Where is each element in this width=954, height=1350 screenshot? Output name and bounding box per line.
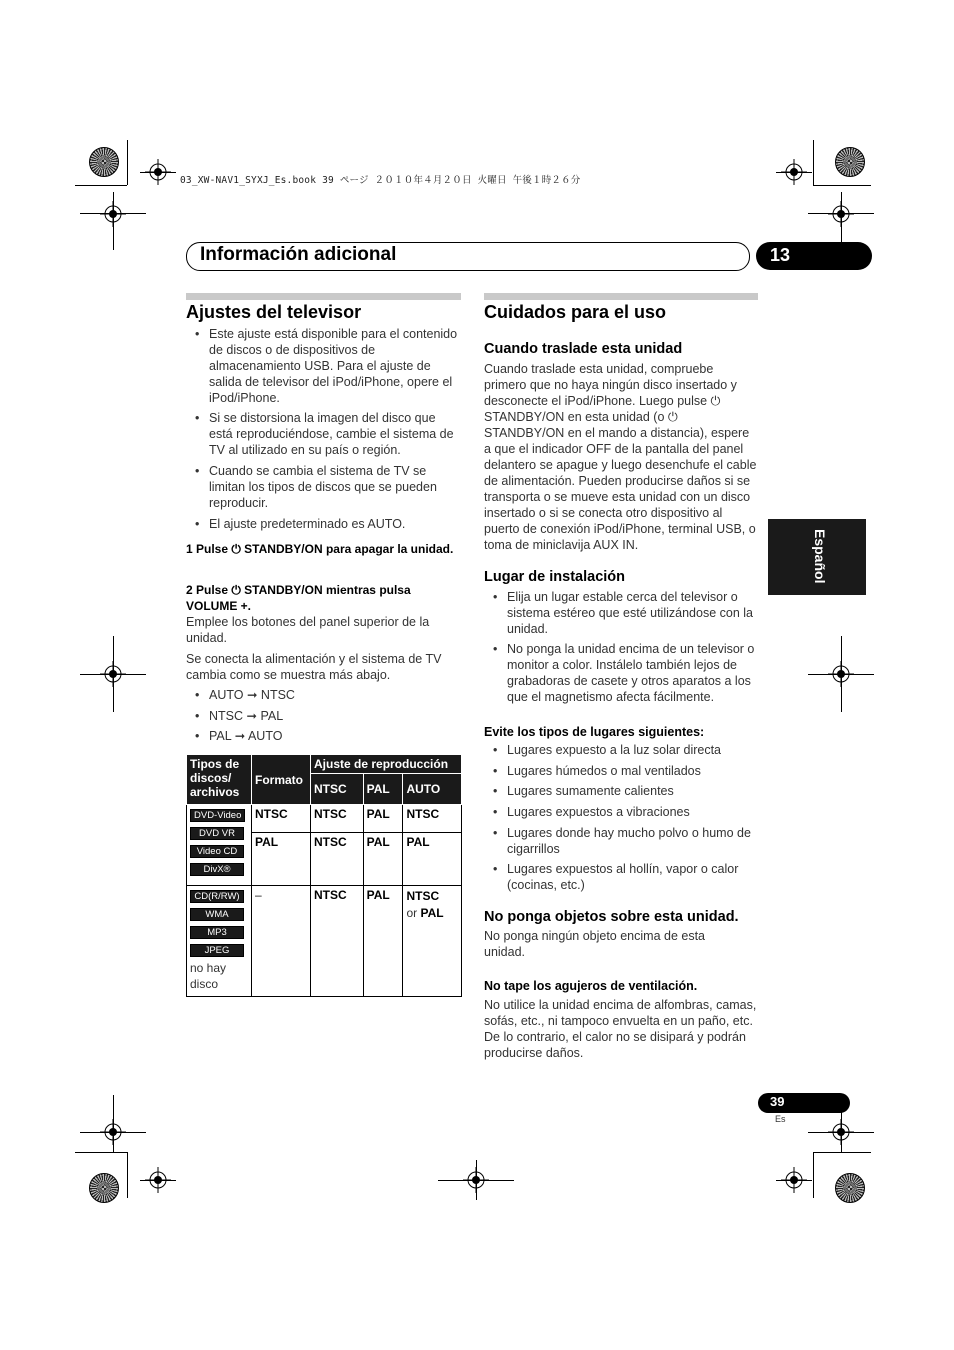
section-bar [484, 293, 758, 300]
list-item: • Elija un lugar estable cerca del televisor o sistema estéreo que esté utilizándose con la unidad. [507, 589, 758, 637]
table-cell: PAL [252, 833, 311, 886]
disc-badge: MP3 [190, 926, 244, 939]
tv-system-table [186, 754, 462, 997]
list-item: • No ponga la unidad encima de un televisor o monitor a color. Instálelo también lejos de grabadoras de casete y otros aparatos a los que el magnetismo afecta fácilmente. [507, 641, 758, 705]
list-item: • Lugares expuestos a vibraciones [507, 804, 758, 820]
table-cell: PAL [363, 805, 403, 833]
list-item: • El ajuste predeterminado es AUTO. [209, 516, 459, 532]
registration-mark-icon [145, 159, 171, 185]
page-number: 39 [770, 1094, 785, 1109]
paragraph: No utilice la unidad encima de alfombras, camas, sofás, etc., ni tampoco envuelta en un paño, etc. De lo contrario, el calor no se disipará y podrán producirse daños. [484, 998, 757, 1060]
table-cell: NTSC [311, 886, 364, 997]
no-disc-label: no hay disco [190, 961, 227, 991]
table-cell: NTSC [311, 805, 364, 833]
paragraph: Emplee los botones del panel superior de la unidad. [186, 615, 430, 645]
table-cell: NTSC [403, 805, 462, 833]
subheading: No tape los agujeros de ventilación. [484, 979, 698, 993]
table-header: Tipos de discos/ archivos [187, 755, 252, 805]
registration-mark-icon [781, 159, 807, 185]
paragraph: Cuando traslade esta unidad, compruebe primero que no haya ningún disco insertado y desconecte el iPod/iPhone. Luego pulse ⏻ STANDBY/ON en esta unidad (o ⏻ STANDBY/ON en el mando a distancia), espere a que el indicador OFF de la pantalla del panel delantero se apague y luego desenchufe el cable de alimentación. Pueden producirse daños si se transporta o se mueve esta unidad con un disco insertado o si se conecta otro dispositivo al puerto de conexión iPod/iPhone, terminal USB, o toma de miniclavija AUX IN. [484, 362, 757, 552]
section-heading-tv: Ajustes del televisor [186, 302, 362, 322]
list-item: • Cuando se cambia el sistema de TV se limitan los tipos de discos que se pueden reproducir. [209, 463, 461, 511]
print-header: 03_XW-NAV1_SYXJ_Es.book 39 ページ ２０１０年４月２０日 火曜日 午後１時２６分 [180, 175, 581, 186]
registration-mark-icon [145, 1167, 171, 1193]
disc-types-cell [187, 805, 252, 886]
registration-mark-icon [828, 661, 854, 687]
list-item: • AUTO ➞ NTSC [209, 687, 295, 703]
disc-badge: JPEG [190, 944, 244, 957]
disc-badge: Video CD [190, 845, 244, 858]
table-cell: – [252, 886, 311, 997]
chapter-title: Información adicional [200, 244, 397, 265]
list-item: • Este ajuste está disponible para el contenido de discos o de dispositivos de almacenamiento USB. Para el ajuste de salida de televisor del iPod/iPhone, opere el iPod/iPhone. [209, 326, 459, 406]
table-cell: PAL [363, 833, 403, 886]
chapter-number: 13 [756, 242, 872, 270]
table-header: NTSC [311, 774, 364, 805]
subheading: Lugar de instalación [484, 569, 625, 585]
registration-mark-icon [463, 1167, 489, 1193]
registration-mark-icon [828, 201, 854, 227]
color-rosette-icon [835, 147, 865, 177]
section-heading-care: Cuidados para el uso [484, 302, 667, 322]
language-tab [768, 519, 866, 595]
color-rosette-icon [89, 1173, 119, 1203]
list-item: • NTSC ➞ PAL [209, 708, 283, 724]
subheading: Cuando traslade esta unidad [484, 341, 683, 357]
table-header: PAL [363, 774, 403, 805]
list-item: • PAL ➞ AUTO [209, 728, 282, 744]
list-item: • Si se distorsiona la imagen del disco que está reproduciéndose, cambie el sistema de TV al utilizado en su país o región. [209, 410, 459, 458]
list-item: • Lugares donde hay mucho polvo o humo de cigarrillos [507, 825, 758, 857]
step-1: 1 Pulse ⏻ STANDBY/ON para apagar la unidad. [186, 542, 454, 556]
registration-mark-icon [100, 201, 126, 227]
disc-badge: WMA [190, 908, 244, 921]
page-language-code: Es [775, 1114, 786, 1124]
list-item: • Lugares húmedos o mal ventilados [507, 763, 758, 779]
registration-mark-icon [100, 661, 126, 687]
registration-mark-icon [781, 1167, 807, 1193]
section-bar [186, 293, 461, 300]
registration-mark-icon [828, 1119, 854, 1145]
table-row [187, 886, 462, 997]
list-item: • Lugares expuestos al hollín, vapor o calor (cocinas, etc.) [507, 861, 758, 893]
subheading: No ponga objetos sobre esta unidad. [484, 909, 739, 925]
disc-badge: CD(R/RW) [190, 890, 244, 903]
step-2: 2 Pulse ⏻ STANDBY/ON mientras pulsa VOLUME +. [186, 583, 411, 613]
page-number-pill [758, 1093, 850, 1113]
table-cell: NTSC or PAL [403, 886, 462, 997]
subheading: Evite los tipos de lugares siguientes: [484, 725, 705, 739]
language-label: Español [812, 529, 828, 584]
color-rosette-icon [835, 1173, 865, 1203]
table-header: AUTO [403, 774, 462, 805]
registration-mark-icon [100, 1119, 126, 1145]
list-item: • Lugares expuesto a la luz solar directa [507, 742, 758, 758]
table-cell: NTSC [311, 833, 364, 886]
disc-types-cell [187, 886, 252, 997]
table-header: Formato [252, 755, 311, 805]
list-item: • Lugares sumamente calientes [507, 783, 758, 799]
table-header: Ajuste de reproducción [311, 755, 462, 774]
table-cell: NTSC [252, 805, 311, 833]
color-rosette-icon [89, 147, 119, 177]
disc-badge: DivX® [190, 863, 244, 876]
table-cell: PAL [403, 833, 462, 886]
paragraph: Se conecta la alimentación y el sistema de TV cambia como se muestra más abajo. [186, 652, 442, 682]
paragraph: No ponga ningún objeto encima de esta unidad. [484, 929, 705, 959]
table-cell: PAL [363, 886, 403, 997]
disc-badge: DVD VR [190, 827, 244, 840]
table-row [187, 805, 462, 833]
disc-badge: DVD-Video [190, 809, 245, 822]
